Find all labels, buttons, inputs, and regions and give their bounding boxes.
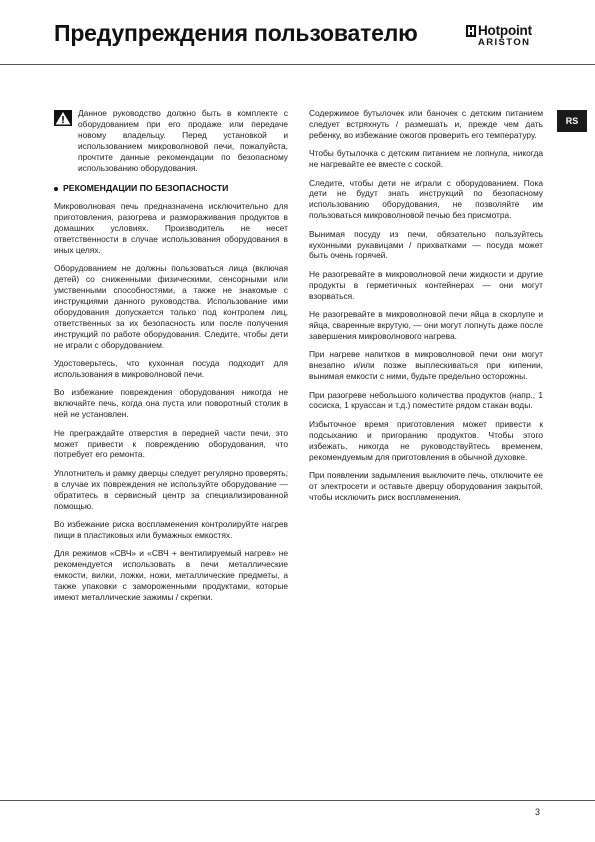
left-paragraph: Для режимов «СВЧ» и «СВЧ + вентилируемый нагрев» не рекомендуется использовать в печи металлические емкости, вилки, ложки, ножи, металлические предметы, а также упаковки с замороженными продуктами, которые имеют металлические зажимы / скрепки. — [54, 548, 288, 602]
right-paragraph: При нагреве напитков в микроволновой печи они могут внезапно и/или позже выплескиваться при кипении, вынимая емкости с ними, будьте предельно осторожны. — [309, 349, 543, 382]
right-column — [309, 108, 543, 510]
header-divider — [0, 64, 595, 65]
right-paragraph: Чтобы бутылочка с детским питанием не лопнула, никогда не нагревайте ее вместе с соской. — [309, 148, 543, 170]
left-paragraph: Во избежание повреждения оборудования никогда не включайте печь, когда она пуста или поворотный столик в ней не установлен. — [54, 387, 288, 420]
intro-block — [54, 108, 288, 173]
right-paragraph: Содержимое бутылочек или баночек с детским питанием следует встряхнуть / размешать и, прежде чем дать ребенку, во избежание ожогов проверить его температуру. — [309, 108, 543, 140]
right-paragraph: Следите, чтобы дети не играли с оборудованием. Пока дети не будут знать инструкций по безопасному использованию оборудования, не позволяйте им пользоваться микроволновой печью без присмотра. — [309, 177, 543, 221]
right-paragraph: Избыточное время приготовления может привести к подсыханию и пригоранию продуктов. Чтобы этого избежать, никогда не руководствуйтесь временем, рекомендуемым для приготовления в обычной духовке. — [309, 418, 543, 462]
right-paragraph: Не разогревайте в микроволновой печи яйца в скорлупе и яйца, сваренные вкрутую, — они могут лопнуть даже после завершения микроволнового нагрева. — [309, 309, 543, 341]
left-paragraph: Уплотнитель и рамку дверцы следует регулярно проверять; в случае их повреждения не используйте оборудование — обратитесь в сервисный центр за специализированной помощью. — [54, 467, 288, 511]
bullet-icon — [54, 187, 58, 191]
right-paragraph: При разогреве небольшого количества продуктов (напр., 1 сосиска, 1 круассан и т.д.) поместите рядом стакан воды. — [309, 389, 543, 411]
left-paragraph: Удостоверьтесь, что кухонная посуда подходит для использования в микроволновой печи. — [54, 358, 288, 380]
right-paragraph: Не разогревайте в микроволновой печи жидкости и другие продукты в герметичных контейнерах — они могут взорваться. — [309, 268, 543, 301]
intro-text: Данное руководство должно быть в комплекте с оборудованием при его продаже или передаче новому владельцу. Перед установкой и использованием микроволновой печи, пожалуйста, прочтите данные рекомендации по безопасному использованию оборудования. — [78, 108, 288, 173]
language-tab: RS — [557, 110, 587, 132]
section-heading — [54, 183, 288, 194]
right-paragraph: Вынимая посуду из печи, обязательно пользуйтесь кухонными рукавицами / прихватками — посуда может быть очень горячей. — [309, 228, 543, 261]
page-number: 3 — [535, 807, 541, 817]
left-column — [54, 108, 288, 610]
hotpoint-logo-icon — [466, 25, 476, 37]
section-title: РЕКОМЕНДАЦИИ ПО БЕЗОПАСНОСТИ — [63, 183, 229, 194]
left-paragraph: Не преграждайте отверстия в передней части печи, это может привести к повреждению оборудования, что потребует его ремонта. — [54, 427, 288, 460]
footer-divider — [0, 800, 595, 801]
warning-triangle-icon — [54, 110, 72, 126]
logo-brand-text: Hotpoint — [478, 23, 532, 38]
logo-sub-text: ARISTON — [478, 37, 531, 48]
page-title: Предупреждения пользователю — [54, 20, 418, 46]
left-paragraph: Во избежание риска воспламенения контролируйте нагрев пищи в пластиковых или бумажных емкостях. — [54, 519, 288, 540]
right-paragraph: При появлении задымления выключите печь, отключите ее от электросети и оставьте дверцу оборудования закрытой, чтобы исключить риск воспламенения. — [309, 469, 543, 502]
left-paragraph: Оборудованием не должны пользоваться лица (включая детей) со сниженными физическими, сенсорными или умственными способностями, а также не знакомые с инструкциями данного руководства. Использование ими оборудования допускается только под контролем лиц, ответственных за их безопасность или после получения инструкций по работе оборудования. Следите, чтобы дети не играли с оборудованием. — [54, 263, 288, 350]
left-paragraph: Микроволновая печь предназначена исключительно для приготовления, разогрева и размораживания продуктов в домашних условиях. Производитель не несет ответственности в случае использования оборудования в иных целях. — [54, 201, 288, 255]
brand-logo — [466, 23, 544, 48]
